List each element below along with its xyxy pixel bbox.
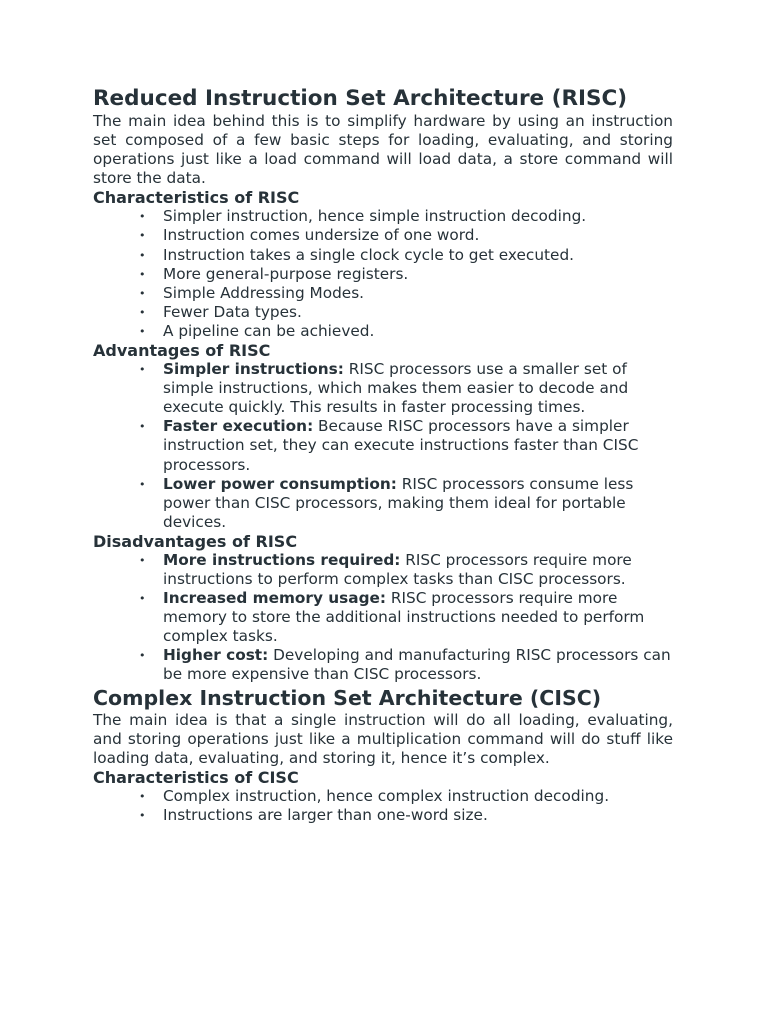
- list-item: • Simpler instructions: RISC processors use a smaller set of simple instructions, which makes them easier to decode and execute quickly. This results in faster processing times.: [139, 360, 629, 417]
- bullet-icon: •: [139, 649, 146, 663]
- bullet-icon: •: [139, 363, 146, 377]
- risc-disadvantages-list: [93, 551, 673, 685]
- list-item: • More general-purpose registers.: [139, 264, 409, 283]
- bullet-icon: •: [139, 248, 146, 262]
- bullet-icon: •: [139, 267, 146, 281]
- cisc-title: Complex Instruction Set Architecture (CISC): [93, 685, 602, 710]
- bullet-icon: •: [139, 477, 146, 491]
- list-item: • A pipeline can be achieved.: [139, 321, 375, 340]
- list-item: • Complex instruction, hence complex instruction decoding.: [139, 786, 610, 805]
- bullet-icon: •: [139, 789, 146, 803]
- bullet-icon: •: [139, 592, 146, 606]
- risc-advantages-list: [93, 360, 673, 532]
- list-item: • Increased memory usage: RISC processors require more memory to store the additional instructions needed to perform complex tasks.: [139, 589, 645, 646]
- list-item: • Simple Addressing Modes.: [139, 283, 365, 302]
- list-item: • Instructions are larger than one-word size.: [139, 805, 488, 824]
- list-item: • More instructions required: RISC processors require more instructions to perform complex tasks than CISC processors.: [139, 550, 632, 588]
- risc-title: Reduced Instruction Set Architecture (RISC): [93, 86, 628, 111]
- risc-intro: The main idea behind this is to simplify hardware by using an instruction set composed of a few basic steps for loading, evaluating, and storing operations just like a load command will load data, a store command will store the data.: [93, 112, 673, 188]
- cisc-intro: The main idea is that a single instruction will do all loading, evaluating, and storing operations just like a multiplication command will do stuff like loading data, evaluating, and storing it, hence it’s complex.: [93, 710, 673, 767]
- bullet-icon: •: [139, 286, 146, 300]
- risc-characteristics-list: [93, 207, 673, 341]
- bullet-icon: •: [139, 808, 146, 822]
- bullet-icon: •: [139, 324, 146, 338]
- list-item: • Simpler instruction, hence simple instruction decoding.: [139, 207, 587, 226]
- list-item: • Faster execution: Because RISC processors have a simpler instruction set, they can execute instructions faster than CISC processors.: [139, 417, 639, 474]
- list-item: • Higher cost: Developing and manufacturing RISC processors can be more expensive than CISC processors.: [139, 646, 671, 684]
- risc-disadvantages-heading: Disadvantages of RISC: [93, 531, 298, 551]
- list-item: • Instruction takes a single clock cycle to get executed.: [139, 245, 575, 264]
- list-item: • Instruction comes undersize of one word.: [139, 226, 480, 245]
- list-item: • Fewer Data types.: [139, 302, 302, 321]
- bullet-icon: •: [139, 420, 146, 434]
- bullet-icon: •: [139, 229, 146, 243]
- cisc-characteristics-list: [93, 787, 673, 825]
- risc-advantages-heading: Advantages of RISC: [93, 341, 271, 361]
- bullet-icon: •: [139, 553, 146, 567]
- bullet-icon: •: [139, 210, 146, 224]
- cisc-characteristics-heading: Characteristics of CISC: [93, 767, 299, 787]
- document-page: [93, 86, 673, 825]
- bullet-icon: •: [139, 305, 146, 319]
- risc-characteristics-heading: Characteristics of RISC: [93, 188, 300, 208]
- list-item: • Lower power consumption: RISC processors consume less power than CISC processors, making them ideal for portable devices.: [139, 474, 634, 531]
